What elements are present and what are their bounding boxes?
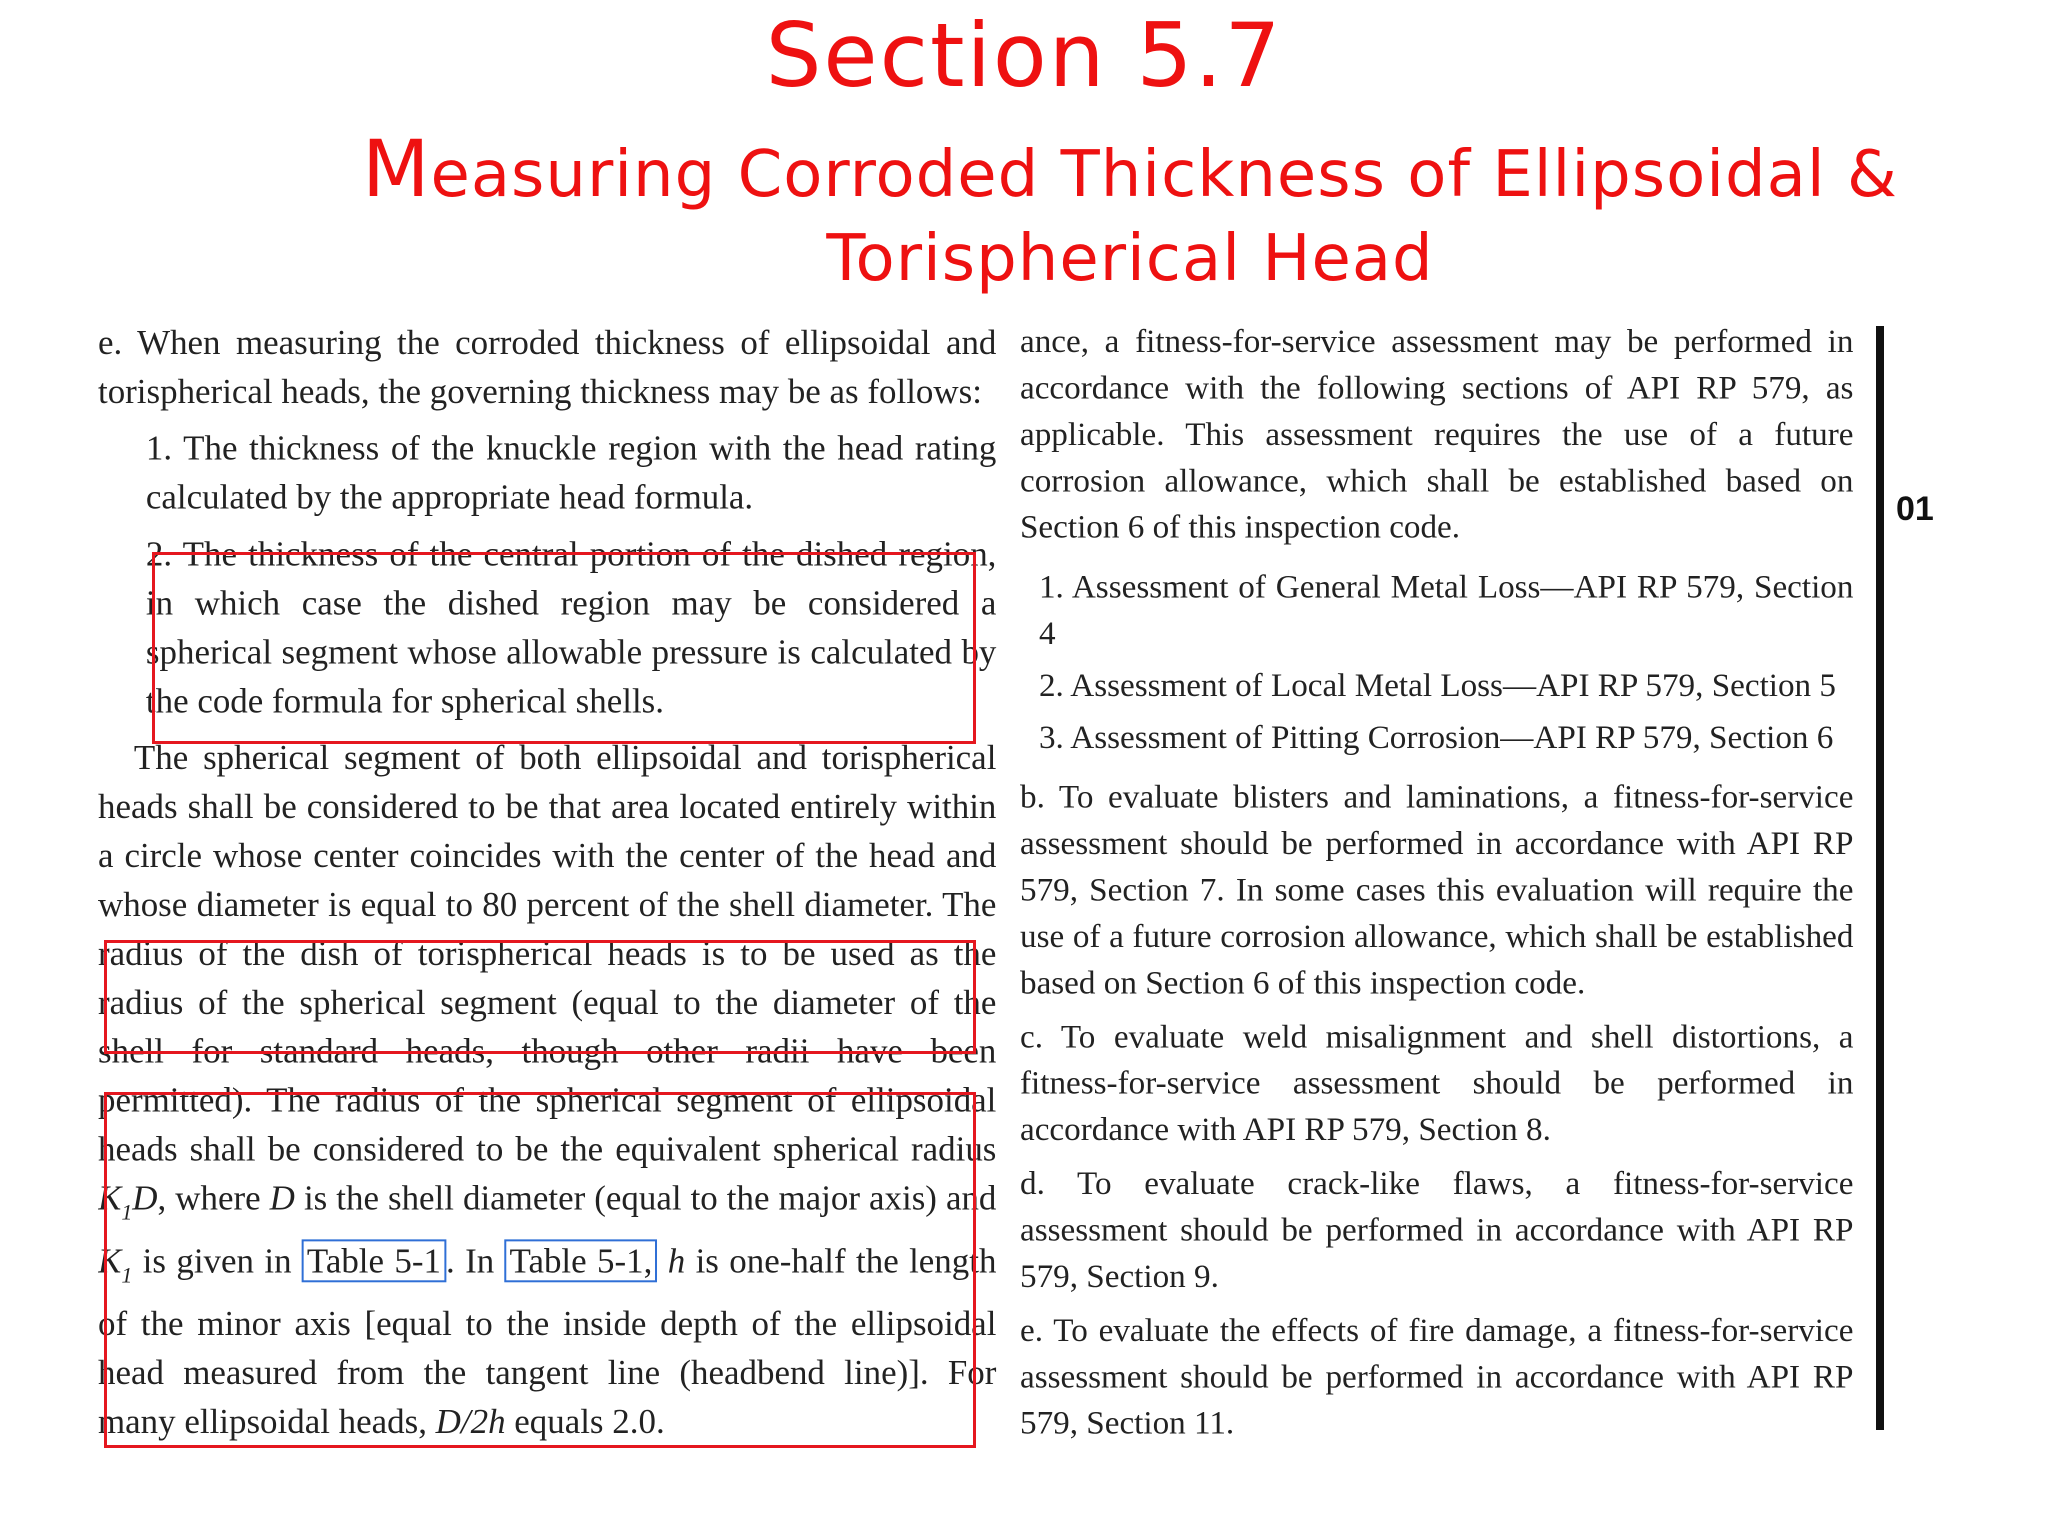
- d-symbol-2: D: [269, 1178, 295, 1218]
- equals-text: equals 2.0.: [505, 1402, 665, 1442]
- table-5-1-link[interactable]: Table 5-1: [302, 1239, 446, 1282]
- paragraph-e-fire-damage: e. To evaluate the effects of fire damage, a fitness-for-service assessment should be performed in accordance with API RP 579, Section 11.: [1020, 1311, 1854, 1442]
- given-in-text: is given in: [132, 1241, 302, 1281]
- highlight-box-dished-region: [152, 552, 976, 744]
- subtitle-line-1: easuring Corroded Thickness of Ellipsoidal &: [430, 138, 1898, 212]
- intro-paragraph: e. When measuring the corroded thickness of ellipsoidal and torispherical heads, the governing thickness may be as follows:: [98, 322, 997, 411]
- right-document-column: [1020, 318, 1853, 1446]
- slide-subtitle: [330, 125, 1930, 301]
- slide-title: Section 5.7: [765, 4, 1283, 107]
- list-item-dished: 2. The thickness of the central portion of the dished region, in which case the dished region may be considered a spherical segment whose allowable pressure is calculated by the code formula for spherical shells.: [145, 534, 997, 721]
- minor-axis-text: is one-half the length of the minor axis [equal to the inside depth of the ellipsoidal head measured from the tangent line (headbend line)]. For many ellipsoidal heads,: [98, 1241, 997, 1442]
- highlight-box-ellipsoidal-radius: [104, 1092, 976, 1448]
- d-symbol: D: [132, 1178, 158, 1218]
- list-item-knuckle: 1. The thickness of the knuckle region with the head rating calculated by the appropriate head formula.: [145, 428, 997, 517]
- subtitle-initial: M: [362, 125, 431, 215]
- table-5-1-link-2[interactable]: Table 5-1,: [505, 1239, 658, 1282]
- in-text: . In: [445, 1241, 505, 1281]
- k1-symbol: $K_1$: [98, 1178, 133, 1225]
- revision-mark: 01: [1896, 490, 1934, 528]
- paragraph-b-blisters: b. To evaluate blisters and laminations, a fitness-for-service assessment should be performed in accordance with API RP 579, Section 7. In some cases this evaluation will require the use of a future corrosion allowance, which shall be established based on Section 6 of this inspection code.: [1020, 778, 1854, 1001]
- list-item-pitting-corrosion: 3. Assessment of Pitting Corrosion—API RP 579, Section 6: [1038, 718, 1834, 756]
- k1-symbol-2: $K_1$: [98, 1241, 133, 1288]
- subtitle-line-2: Torispherical Head: [826, 222, 1434, 296]
- paragraph-c-weld-misalignment: c. To evaluate weld misalignment and shell distortions, a fitness-for-service assessment should be performed in accordance with API RP 579, Section 8.: [1020, 1017, 1854, 1148]
- continued-paragraph: ance, a fitness-for-service assessment may be performed in accordance with the following sections of API RP 579, as applicable. This assessment requires the use of a future corrosion allowance, which shall be established based on Section 6 of this inspection code.: [1020, 322, 1854, 546]
- revision-margin-bar: [1876, 326, 1884, 1430]
- highlight-box-dish-radius: [104, 940, 976, 1054]
- h-symbol: h: [667, 1241, 686, 1281]
- d-over-2h: D/2h: [435, 1402, 506, 1442]
- list-item-local-metal-loss: 2. Assessment of Local Metal Loss—API RP 579, Section 5: [1038, 666, 1837, 704]
- shell-diameter-text: is the shell diameter (equal to the major axis) and: [294, 1178, 997, 1218]
- where-text: , where: [157, 1178, 270, 1218]
- list-item-general-metal-loss: 1. Assessment of General Metal Loss—API RP 579, Section 4: [1038, 568, 1854, 652]
- spherical-segment-text: The spherical segment of both ellipsoidal and torispherical heads shall be considered to be that area located entirely within a circle whose center coincides with the center of the head and whose diameter is equal to 80 percent of the shell diameter. The radius of the dish of torispherical heads is to be used as the radius of the spherical segment (equal to the diameter of the shell for standard heads, though other radii have been permitted). The radius of the spherical segment of ellipsoidal heads shall be considered to be the equivalent spherical radius: [98, 738, 997, 1169]
- paragraph-d-crack-flaws: d. To evaluate crack-like flaws, a fitness-for-service assessment should be performed in accordance with API RP 579, Section 9.: [1020, 1164, 1854, 1295]
